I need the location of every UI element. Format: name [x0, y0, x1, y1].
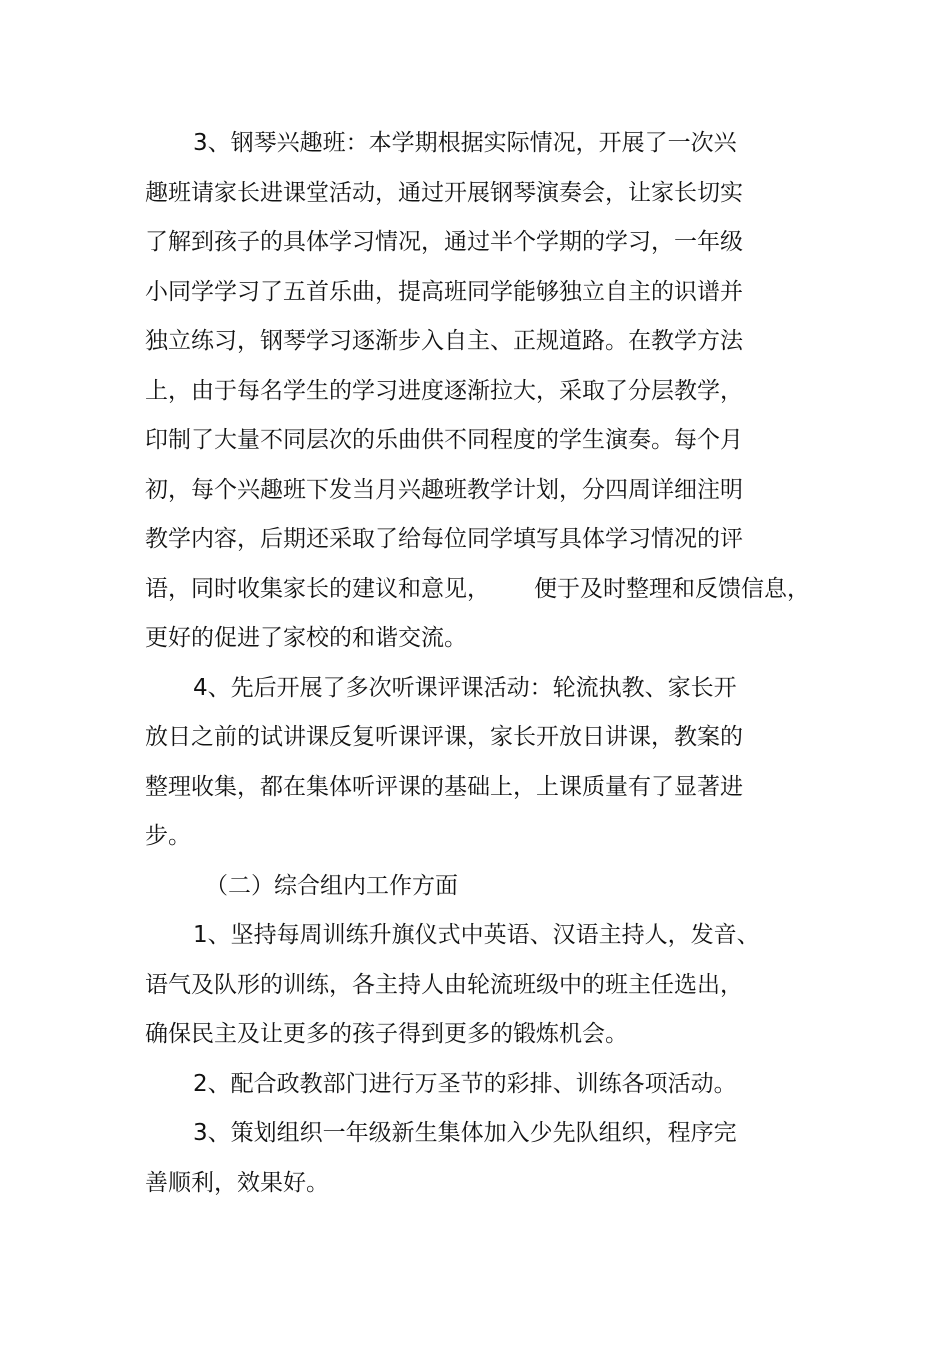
paragraph-line: 更好的促进了家校的和谐交流。 — [145, 625, 467, 651]
paragraph-line: 2、配合政教部门进行万圣节的彩排、训练各项活动。 — [193, 1071, 737, 1097]
paragraph-line: 4、先后开展了多次听课评课活动：轮流执教、家长开 — [193, 675, 737, 701]
paragraph-line: 放日之前的试讲课反复听课评课，家长开放日讲课，教案的 — [145, 724, 743, 750]
paragraph-line: 1、坚持每周训练升旗仪式中英语、汉语主持人，发音、 — [193, 922, 760, 948]
paragraph-line: 善顺利，效果好。 — [145, 1170, 329, 1196]
paragraph-line: 教学内容，后期还采取了给每位同学填写具体学习情况的评 — [145, 526, 743, 552]
paragraph-line: 趣班请家长进课堂活动，通过开展钢琴演奏会，让家长切实 — [145, 180, 743, 206]
paragraph-line: 小同学学习了五首乐曲，提高班同学能够独立自主的识谱并 — [145, 279, 743, 305]
paragraph-line: 了解到孩子的具体学习情况，通过半个学期的学习，一年级 — [145, 229, 743, 255]
paragraph-line: 语气及队形的训练，各主持人由轮流班级中的班主任选出， — [145, 972, 743, 998]
line-segment: 便于及时整理和反馈信息， — [534, 576, 810, 602]
paragraph-line: 独立练习，钢琴学习逐渐步入自主、正规道路。在教学方法 — [145, 328, 743, 354]
paragraph-line: 上，由于每名学生的学习进度逐渐拉大，采取了分层教学， — [145, 378, 743, 404]
paragraph-line: 3、策划组织一年级新生集体加入少先队组织，程序完 — [193, 1120, 737, 1146]
paragraph-line: 3、钢琴兴趣班：本学期根据实际情况，开展了一次兴 — [193, 130, 737, 156]
paragraph-line: 整理收集，都在集体听评课的基础上，上课质量有了显著进 — [145, 774, 743, 800]
section-heading: （二）综合组内工作方面 — [205, 873, 458, 899]
paragraph-line: 步。 — [145, 823, 191, 849]
paragraph-line: 初，每个兴趣班下发当月兴趣班教学计划，分四周详细注明 — [145, 477, 743, 503]
paragraph-line — [145, 573, 810, 605]
paragraph-line: 确保民主及让更多的孩子得到更多的锻炼机会。 — [145, 1021, 628, 1047]
paragraph-line: 印制了大量不同层次的乐曲供不同程度的学生演奏。每个月 — [145, 427, 743, 453]
line-segment: 语，同时收集家长的建议和意见， — [145, 576, 490, 602]
